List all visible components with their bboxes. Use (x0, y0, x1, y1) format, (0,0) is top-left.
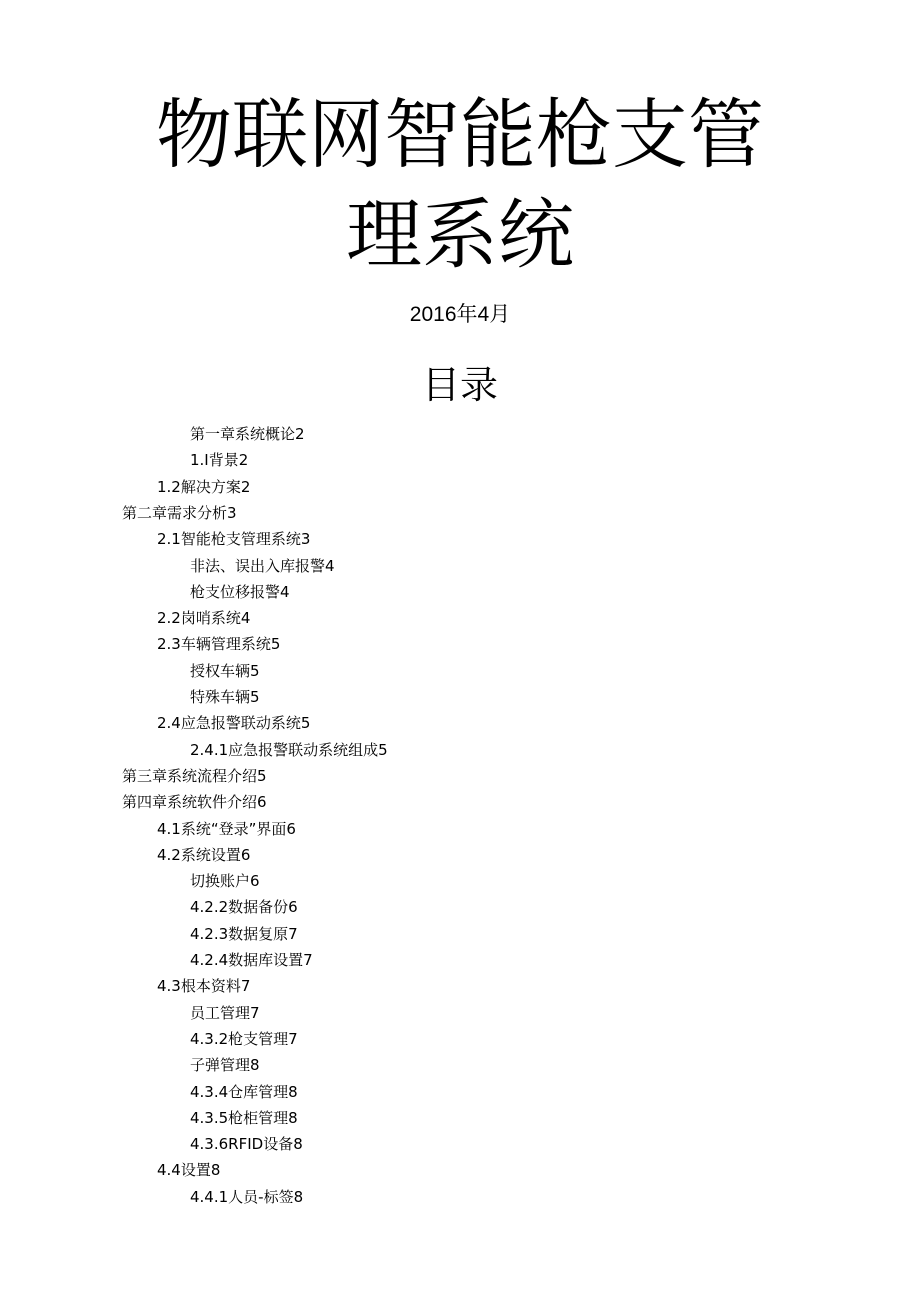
toc-entry[interactable]: 第二章需求分析3 (122, 503, 237, 522)
toc-entry[interactable]: 第一章系统概论2 (190, 425, 305, 443)
toc-entry[interactable]: 非法、误出入库报警4 (190, 556, 335, 575)
toc-entry[interactable]: 2.1智能枪支管理系统3 (157, 530, 311, 549)
document-date: 2016年4月 (409, 303, 511, 326)
toc-entry[interactable]: 4.3.4仓库管理8 (190, 1082, 298, 1101)
toc-entry[interactable]: 4.3.6RFID设备8 (190, 1135, 303, 1154)
toc-entry[interactable]: 4.2系统设置6 (157, 845, 251, 864)
toc-entry[interactable]: 子弹管理8 (190, 1056, 260, 1075)
toc-entry[interactable]: 4.1系统“登录”界面6 (157, 819, 296, 838)
toc-entry[interactable]: 4.2.4数据库设置7 (190, 951, 313, 969)
toc-entry[interactable]: 4.4.1人员-标签8 (190, 1187, 304, 1206)
toc-entry[interactable]: 1.I背景2 (190, 451, 249, 470)
toc-entry[interactable]: 4.3.5枪柜管理8 (190, 1108, 298, 1127)
toc-entry[interactable]: 1.2解决方案2 (157, 477, 251, 496)
toc-entry[interactable]: 员工管理7 (190, 1003, 260, 1022)
toc-entry[interactable]: 切换账户6 (190, 872, 260, 891)
toc-entry[interactable]: 4.4设置8 (157, 1161, 221, 1180)
toc-entry[interactable]: 特殊车辆5 (190, 688, 260, 706)
toc-entry[interactable]: 4.2.2数据备份6 (190, 898, 298, 917)
toc-entry[interactable]: 2.4应急报警联动系统5 (157, 714, 311, 733)
document-title-line-1: 物联网智能枪支管 (156, 90, 764, 179)
toc-entry[interactable]: 4.3根本资料7 (157, 977, 251, 996)
toc-entry[interactable]: 第三章系统流程介绍5 (122, 766, 267, 785)
toc-entry[interactable]: 2.4.1应急报警联动系统组成5 (190, 740, 388, 759)
toc-entry[interactable]: 2.3车辆管理系统5 (157, 635, 281, 654)
toc-entry[interactable]: 4.2.3数据复原7 (190, 924, 298, 943)
toc-entry[interactable]: 枪支位移报警4 (190, 582, 290, 601)
toc-entry[interactable]: 4.3.2枪支管理7 (190, 1029, 298, 1048)
toc-heading: 目录 (421, 363, 498, 407)
toc-entry[interactable]: 授权车辆5 (190, 661, 260, 680)
toc-entry[interactable]: 第四章系统软件介绍6 (122, 793, 267, 812)
toc-entry[interactable]: 2.2岗哨系统4 (157, 609, 251, 628)
document-title-line-2: 理系统 (346, 190, 574, 279)
